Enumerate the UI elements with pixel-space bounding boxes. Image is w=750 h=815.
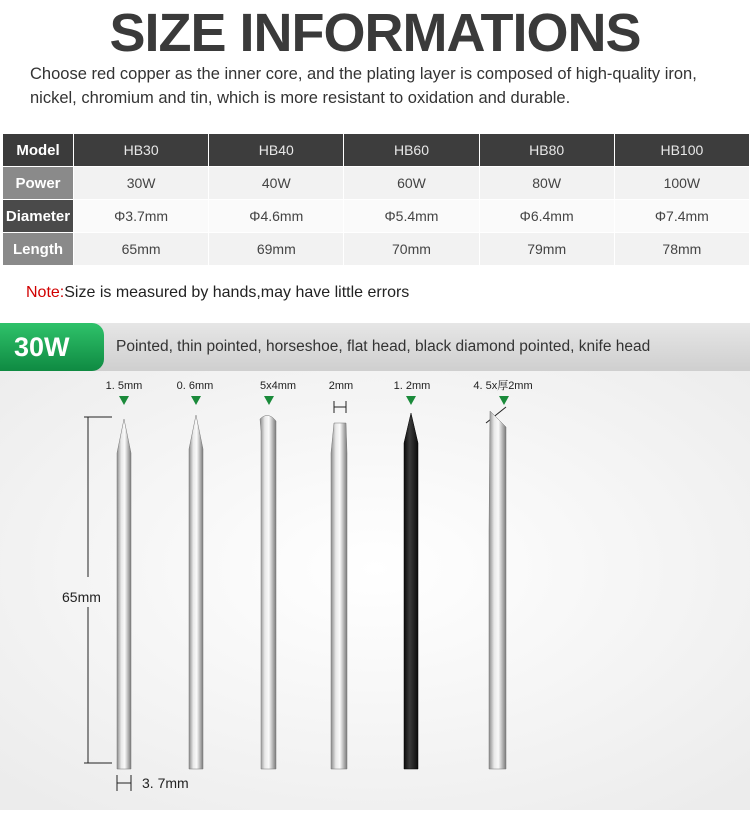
cell: 60W bbox=[344, 167, 479, 200]
spec-table bbox=[2, 133, 750, 266]
row-header-model: Model bbox=[3, 134, 74, 167]
soldering-tip-thin-pointed bbox=[189, 415, 203, 769]
cell: 69mm bbox=[209, 233, 344, 266]
tip-label-1: 1. 5mm bbox=[105, 380, 143, 392]
length-label: 65mm bbox=[62, 589, 101, 605]
soldering-tip-black-diamond bbox=[404, 413, 418, 769]
row-header-length: Length bbox=[3, 233, 74, 266]
row-header-diameter: Diameter bbox=[3, 200, 74, 233]
cell: HB100 bbox=[614, 134, 749, 167]
tips-photo bbox=[0, 371, 750, 810]
cell: 65mm bbox=[74, 233, 209, 266]
page-title: SIZE INFORMATIONS bbox=[109, 3, 641, 63]
cell: HB40 bbox=[209, 134, 344, 167]
cell: Φ3.7mm bbox=[74, 200, 209, 233]
note-text: Size is measured by hands,may have little errors bbox=[64, 284, 410, 301]
cell: 70mm bbox=[344, 233, 479, 266]
tip-types-text: Pointed, thin pointed, horseshoe, flat head, black diamond pointed, knife head bbox=[116, 338, 651, 355]
cell: 40W bbox=[209, 167, 344, 200]
table-row bbox=[3, 233, 750, 266]
cell: HB60 bbox=[344, 134, 479, 167]
cell: HB30 bbox=[74, 134, 209, 167]
photo-background bbox=[0, 371, 750, 810]
soldering-tip-pointed bbox=[117, 419, 131, 769]
power-badge: 30W bbox=[0, 323, 104, 371]
cell: HB80 bbox=[479, 134, 614, 167]
tip-label-4: 2mm bbox=[328, 380, 354, 392]
cell: Φ5.4mm bbox=[344, 200, 479, 233]
cell: 78mm bbox=[614, 233, 749, 266]
note bbox=[26, 284, 409, 302]
cell: Φ7.4mm bbox=[614, 200, 749, 233]
power-banner bbox=[0, 323, 750, 371]
tip-label-6: 4. 5x厚2mm bbox=[473, 380, 533, 392]
row-header-power: Power bbox=[3, 167, 74, 200]
table-row bbox=[3, 134, 750, 167]
tip-label-2: 0. 6mm bbox=[176, 380, 214, 392]
cell: 80W bbox=[479, 167, 614, 200]
cell: 79mm bbox=[479, 233, 614, 266]
tip-label-5: 1. 2mm bbox=[393, 380, 431, 392]
description: Choose red copper as the inner core, and the plating layer is composed of high-quality iron, nickel, chromium and tin, which is more resistant to oxidation and durable. bbox=[30, 65, 697, 107]
note-label: Note: bbox=[26, 284, 65, 301]
soldering-tip-horseshoe bbox=[260, 415, 276, 769]
soldering-tip-knife-head bbox=[489, 411, 506, 769]
cell: Φ6.4mm bbox=[479, 200, 614, 233]
soldering-tip-flat-head bbox=[331, 423, 347, 769]
tip-label-3: 5x4mm bbox=[259, 380, 297, 392]
cell: Φ4.6mm bbox=[209, 200, 344, 233]
tips-illustration bbox=[0, 371, 750, 810]
diameter-label: 3. 7mm bbox=[142, 775, 189, 791]
cell: 30W bbox=[74, 167, 209, 200]
table-row bbox=[3, 167, 750, 200]
table-row bbox=[3, 200, 750, 233]
cell: 100W bbox=[614, 167, 749, 200]
